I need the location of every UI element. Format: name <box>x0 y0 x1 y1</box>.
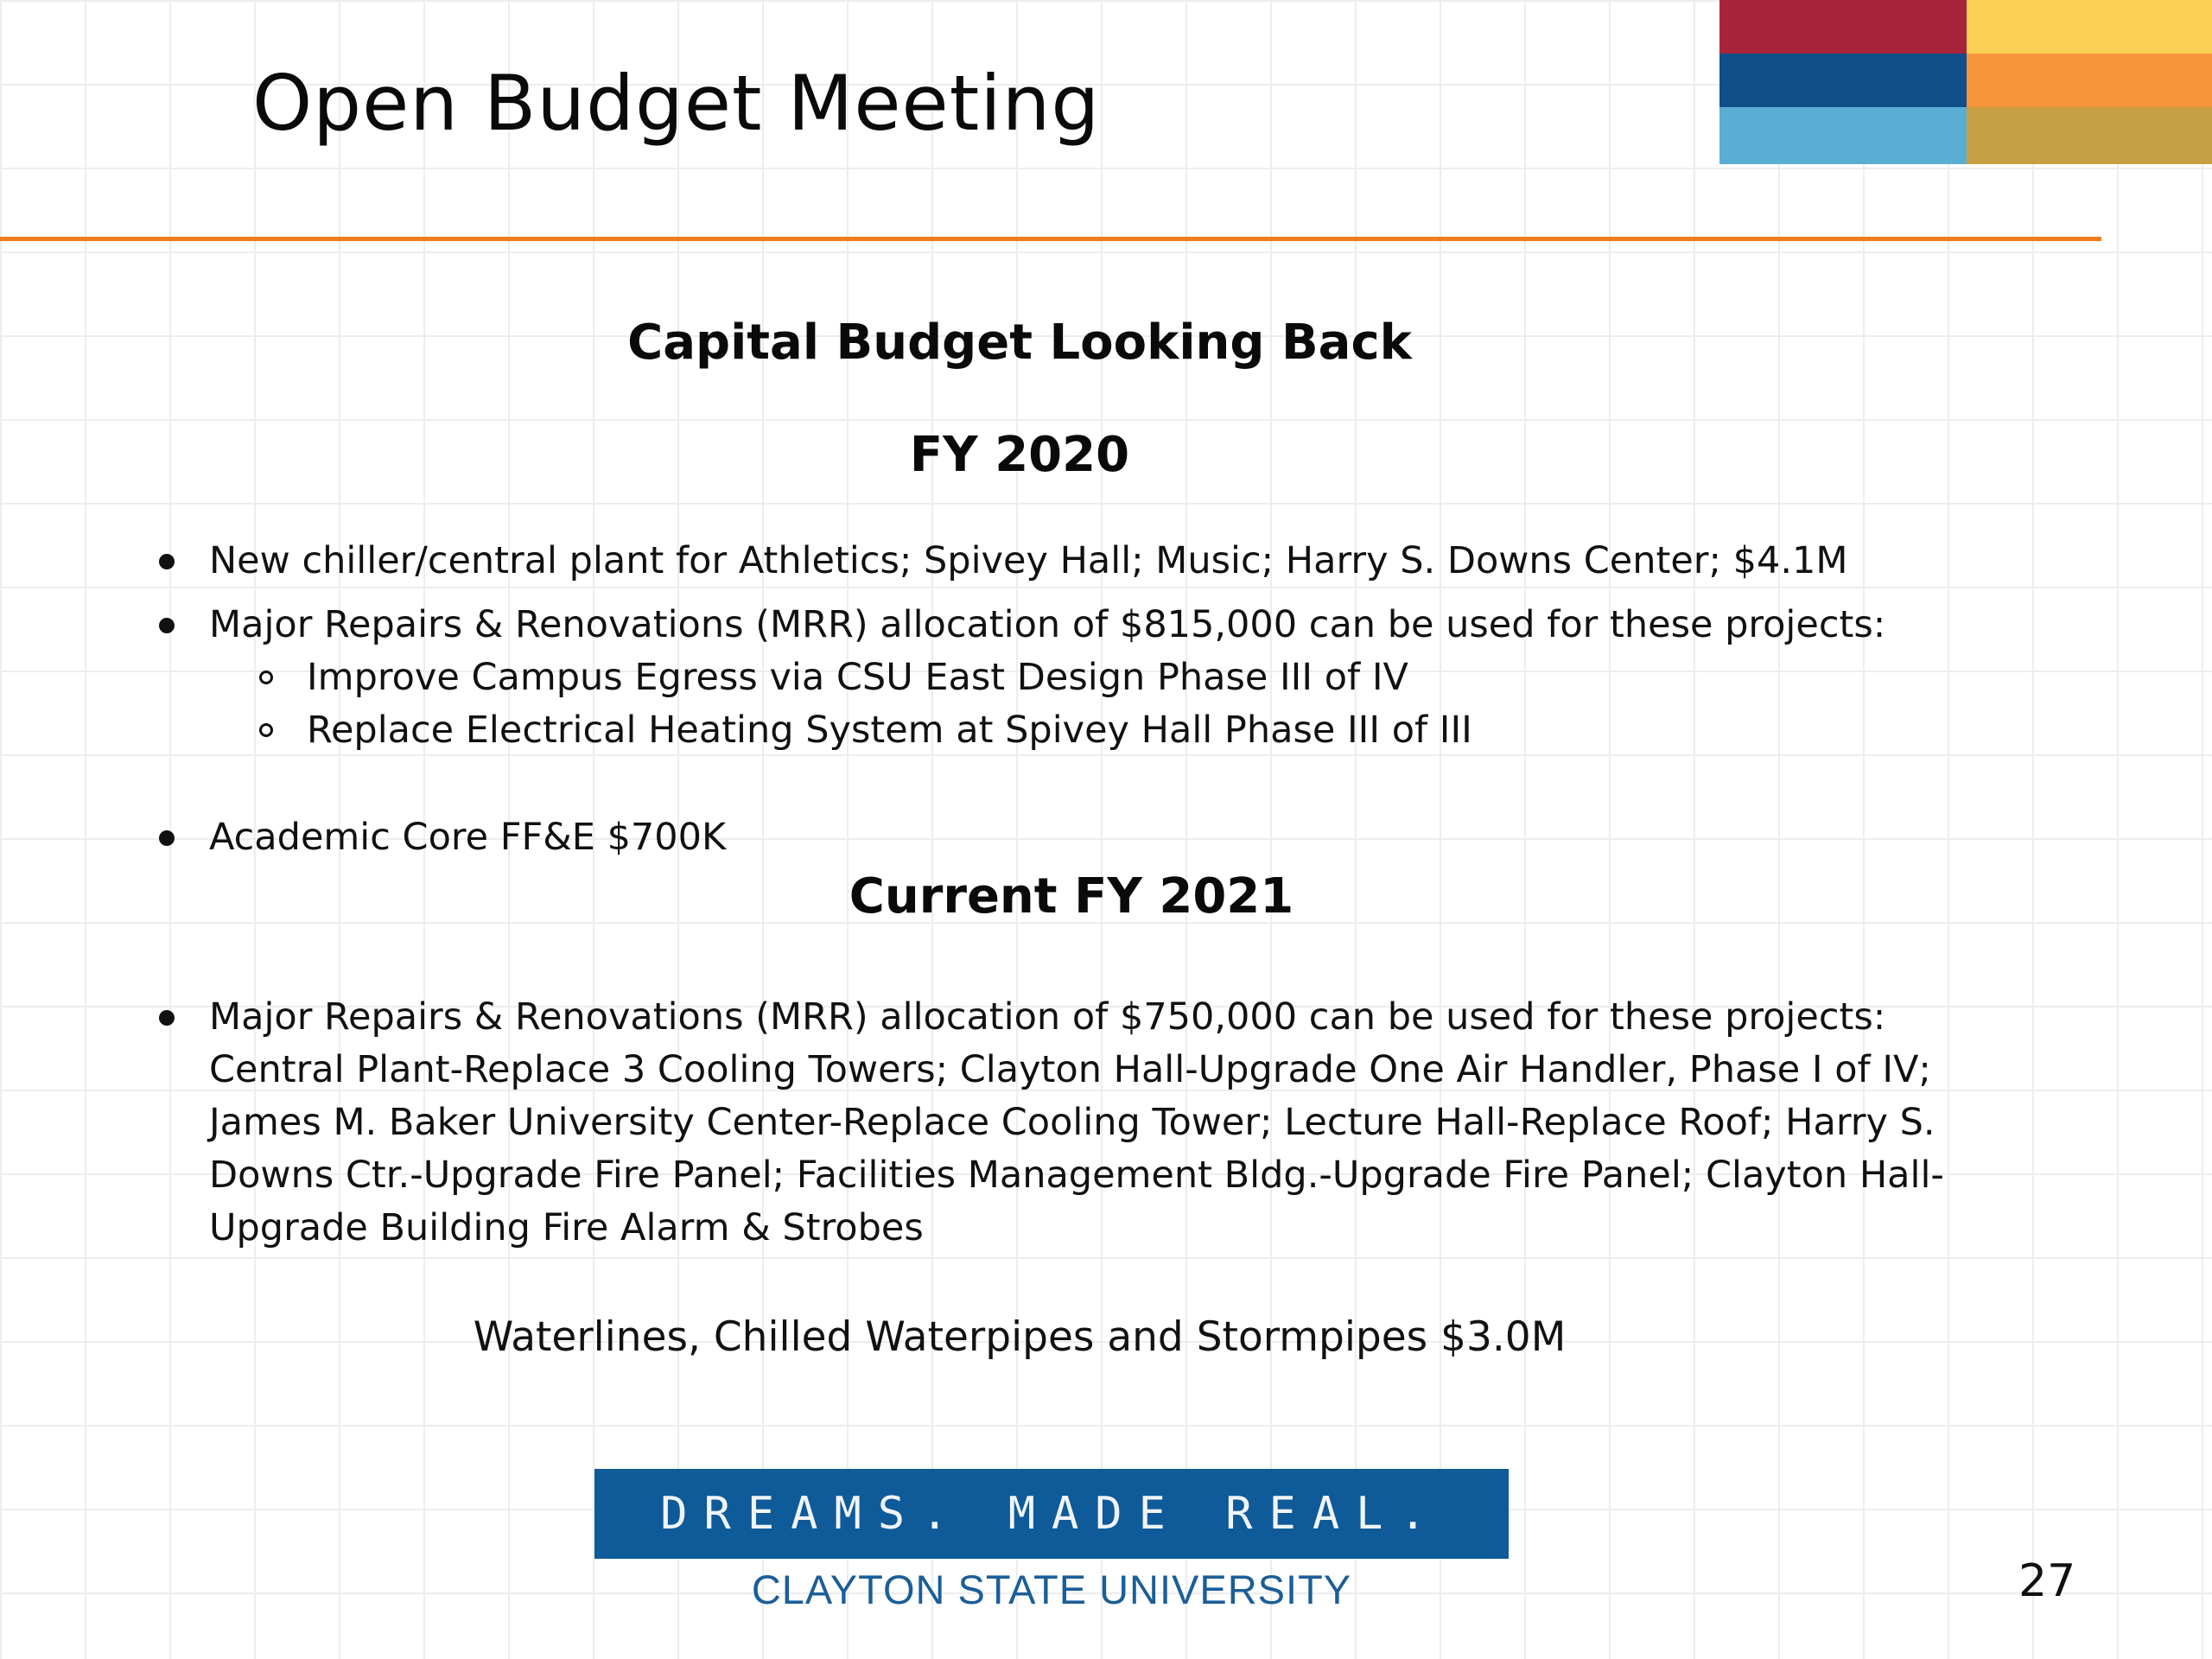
fy2020-heading: FY 2020 <box>909 427 1130 483</box>
color-block-navy <box>1719 54 1967 107</box>
hollow-circle-icon <box>259 671 273 684</box>
bullet-text: Major Repairs & Renovations (MRR) allocation of $815,000 can be used for these projects: <box>209 603 1886 646</box>
bullet-icon <box>159 1010 175 1026</box>
slide-title: Open Budget Meeting <box>252 59 1101 148</box>
banner-text: DREAMS. MADE REAL. <box>660 1488 1443 1540</box>
bullet-text: New chiller/central plant for Athletics; Spivey Hall; Music; Harry S. Downs Center; $4.1M <box>209 539 1848 582</box>
color-block-lightblue <box>1719 107 1967 164</box>
waterlines-text: Waterlines, Chilled Waterpipes and Stormpipes $3.0M <box>473 1313 1567 1361</box>
continuation-line: Central Plant-Replace 3 Cooling Towers; Clayton Hall-Upgrade One Air Handler, Phase I of IV; <box>209 1048 1931 1091</box>
page-number: 27 <box>2018 1555 2076 1607</box>
bullet-icon <box>159 830 175 846</box>
sub-bullet-text: Improve Campus Egress via CSU East Design Phase III of IV <box>307 656 1408 699</box>
color-block-gold <box>1967 107 2212 164</box>
continuation-line: James M. Baker University Center-Replace Cooling Tower; Lecture Hall-Replace Roof; Harry S. <box>209 1101 1936 1144</box>
bullet-continuation <box>209 1044 1944 1255</box>
capital-budget-heading: Capital Budget Looking Back <box>627 315 1412 371</box>
color-block-orange <box>1967 54 2212 107</box>
continuation-line: Upgrade Building Fire Alarm & Strobes <box>209 1206 924 1249</box>
bullet-text: Major Repairs & Renovations (MRR) allocation of $750,000 can be used for these projects: <box>209 995 1886 1039</box>
title-divider <box>0 237 2101 241</box>
bullet-icon <box>159 618 175 633</box>
dreams-made-real-banner <box>594 1469 1509 1559</box>
color-block-red <box>1719 0 1967 54</box>
university-name: CLAYTON STATE UNIVERSITY <box>751 1567 1352 1612</box>
bullet-text: Academic Core FF&E $700K <box>209 816 727 859</box>
sub-bullet-text: Replace Electrical Heating System at Spivey Hall Phase III of III <box>307 709 1472 752</box>
hollow-circle-icon <box>259 723 273 737</box>
bullet-icon <box>159 554 175 569</box>
color-block-yellow <box>1967 0 2212 54</box>
continuation-line: Downs Ctr.-Upgrade Fire Panel; Facilities Management Bldg.-Upgrade Fire Panel; Clayton Hall- <box>209 1154 1944 1197</box>
fy2021-heading: Current FY 2021 <box>849 868 1294 925</box>
